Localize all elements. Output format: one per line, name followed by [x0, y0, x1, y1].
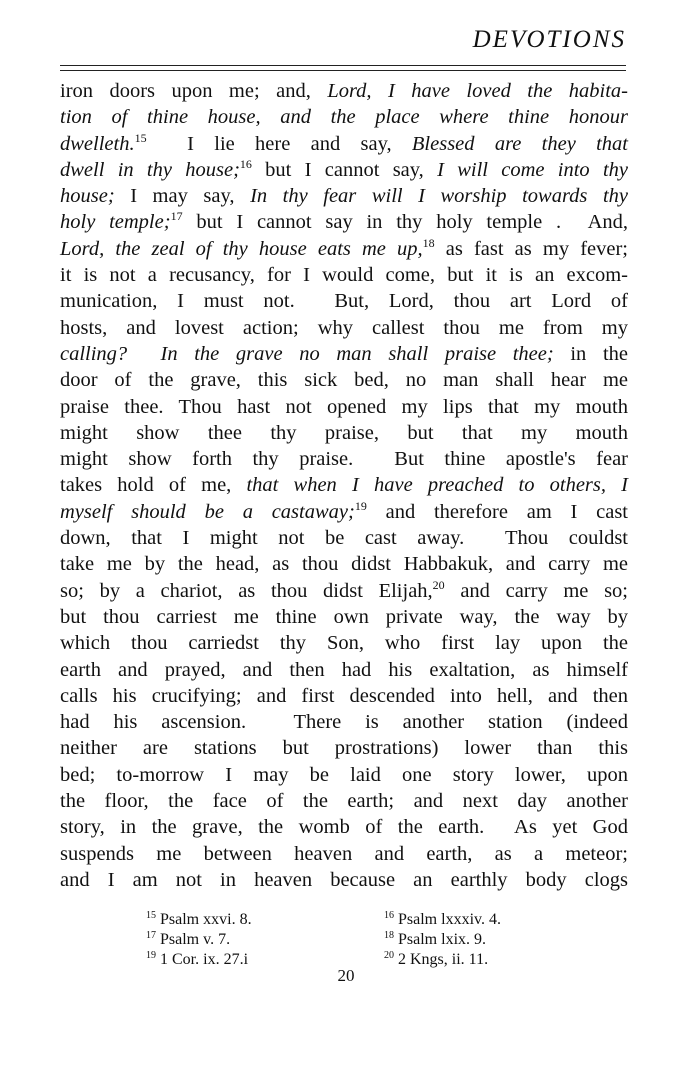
footnote-marker: 16: [239, 156, 252, 171]
roman-text: I lie here and say,: [146, 132, 412, 155]
italic-text: Lord, the zeal of thy house eats me up,: [60, 237, 423, 260]
text-line: [60, 104, 628, 130]
footnote-text: Psalm lxix. 9.: [398, 931, 487, 948]
roman-text: and therefore am I cast: [366, 500, 628, 523]
text-line: [60, 841, 628, 867]
italic-text: tion of thine house, and the place where thine honour: [60, 106, 628, 129]
text-line: [60, 762, 628, 788]
roman-text: I may say,: [114, 185, 251, 208]
italic-text: dwelleth.: [60, 132, 135, 155]
roman-text: might show forth thy praise. But thine apostle's fear: [60, 448, 628, 471]
running-header: DEVOTIONS: [472, 26, 626, 53]
text-line: [60, 367, 628, 393]
text-line: [60, 788, 628, 814]
italic-text: myself should be a castaway;: [60, 500, 355, 523]
text-line: [60, 131, 628, 157]
footnote-text: Psalm v. 7.: [160, 931, 231, 948]
roman-text: as fast as my fever;: [434, 237, 628, 260]
text-line: [60, 709, 628, 735]
footnote-entry: [146, 910, 384, 930]
roman-text: had his ascension. There is another station (indeed: [60, 711, 628, 734]
footnote-entry: [384, 930, 566, 950]
roman-text: in the: [553, 342, 629, 365]
text-line: [60, 420, 628, 446]
roman-text: take me by the head, as thou didst Habbakuk, and carry me: [60, 553, 628, 576]
roman-text: munication, I must not. But, Lord, thou art Lord of: [60, 290, 628, 313]
footnote-text: Psalm lxxxiv. 4.: [398, 911, 501, 928]
italic-text: house;: [60, 185, 115, 208]
text-line: [60, 604, 628, 630]
text-line: [60, 578, 628, 604]
roman-text: and I am not in heaven because an earthly body clogs: [60, 868, 628, 891]
roman-text: story, in the grave, the womb of the earth. As yet God: [60, 816, 628, 839]
text-line: [60, 209, 628, 235]
roman-text: calls his crucifying; and first descended into hell, and then: [60, 684, 628, 707]
roman-text: down, that I might not be cast away. Thou couldst: [60, 527, 628, 550]
italic-text: I will come into thy: [437, 158, 628, 181]
header-rule-top: [60, 65, 626, 66]
roman-text: but thou carriest me thine own private way, the way by: [60, 605, 628, 628]
roman-text: praise thee. Thou hast not opened my lips that my mouth: [60, 395, 628, 418]
footnote-number: 17: [146, 930, 156, 941]
footnote-number: 16: [384, 910, 394, 921]
text-line: [60, 157, 628, 183]
roman-text: neither are stations but prostrations) lower than this: [60, 737, 628, 760]
footnote-marker: 19: [354, 498, 367, 513]
header-rule-bottom: [60, 70, 626, 71]
roman-text: and carry me so;: [444, 579, 628, 602]
roman-text: might show thee thy praise, but that my mouth: [60, 421, 628, 444]
body-text: [60, 78, 628, 893]
roman-text: which thou carriedst thy Son, who first lay upon the: [60, 632, 628, 655]
text-line: [60, 341, 628, 367]
footnote-entry: [384, 910, 566, 930]
footnote-entry: [146, 930, 384, 950]
italic-text: holy temple;: [60, 211, 171, 234]
text-line: [60, 183, 628, 209]
italic-text: dwell in thy house;: [60, 158, 240, 181]
footnote-row: [146, 910, 566, 930]
text-line: [60, 394, 628, 420]
footnote-marker: 18: [422, 235, 435, 250]
footnote-marker: 20: [432, 577, 445, 592]
footnote-number: 15: [146, 910, 156, 921]
footnote-marker: 15: [134, 130, 147, 145]
roman-text: the floor, the face of the earth; and next day another: [60, 790, 628, 813]
roman-text: but I cannot say,: [251, 158, 438, 181]
roman-text: hosts, and lovest action; why callest thou me from my: [60, 316, 628, 339]
roman-text: earth and prayed, and then had his exaltation, as himself: [60, 658, 628, 681]
text-line: [60, 551, 628, 577]
roman-text: door of the grave, this sick bed, no man shall hear me: [60, 369, 628, 392]
text-line: [60, 78, 628, 104]
text-line: [60, 525, 628, 551]
roman-text: iron doors upon me; and,: [60, 80, 328, 102]
text-line: [60, 683, 628, 709]
italic-text: Lord, I have loved the habita-: [327, 80, 628, 102]
text-line: [60, 814, 628, 840]
text-line: [60, 657, 628, 683]
text-line: [60, 630, 628, 656]
text-line: [60, 735, 628, 761]
text-line: [60, 867, 628, 893]
text-line: [60, 499, 628, 525]
text-line: [60, 472, 628, 498]
footnotes: [146, 910, 566, 970]
footnote-number: 18: [384, 930, 394, 941]
footnote-text: Psalm xxvi. 8.: [160, 911, 252, 928]
text-line: [60, 236, 628, 262]
roman-text: suspends me between heaven and earth, as a meteor;: [60, 842, 628, 865]
italic-text: Blessed are they that: [411, 132, 628, 155]
text-line: [60, 315, 628, 341]
footnote-text: 1 Cor. ix. 27.i: [160, 951, 249, 968]
text-line: [60, 288, 628, 314]
italic-text: In thy fear will I worship towards thy: [250, 185, 628, 208]
text-line: [60, 262, 628, 288]
text-line: [60, 446, 628, 472]
footnote-text: 2 Kngs, ii. 11.: [398, 951, 489, 968]
italic-text: calling?: [60, 342, 144, 365]
page-number: 20: [337, 966, 355, 985]
footnote-marker: 17: [170, 209, 183, 224]
roman-text: bed; to-morrow I may be laid one story lower, upon: [60, 763, 628, 786]
roman-text: but I cannot say in thy holy temple . And,: [182, 211, 629, 234]
italic-text: In the grave no man shall praise thee;: [143, 342, 554, 365]
roman-text: takes hold of me,: [60, 474, 247, 497]
italic-text: that when I have preached to others, I: [246, 474, 628, 497]
footnote-number: 19: [146, 950, 156, 961]
roman-text: so; by a chariot, as thou didst Elijah,: [60, 579, 433, 602]
footnote-row: [146, 930, 566, 950]
footnote-number: 20: [384, 950, 394, 961]
roman-text: it is not a recusancy, for I would come, but it is an excom-: [60, 264, 628, 287]
